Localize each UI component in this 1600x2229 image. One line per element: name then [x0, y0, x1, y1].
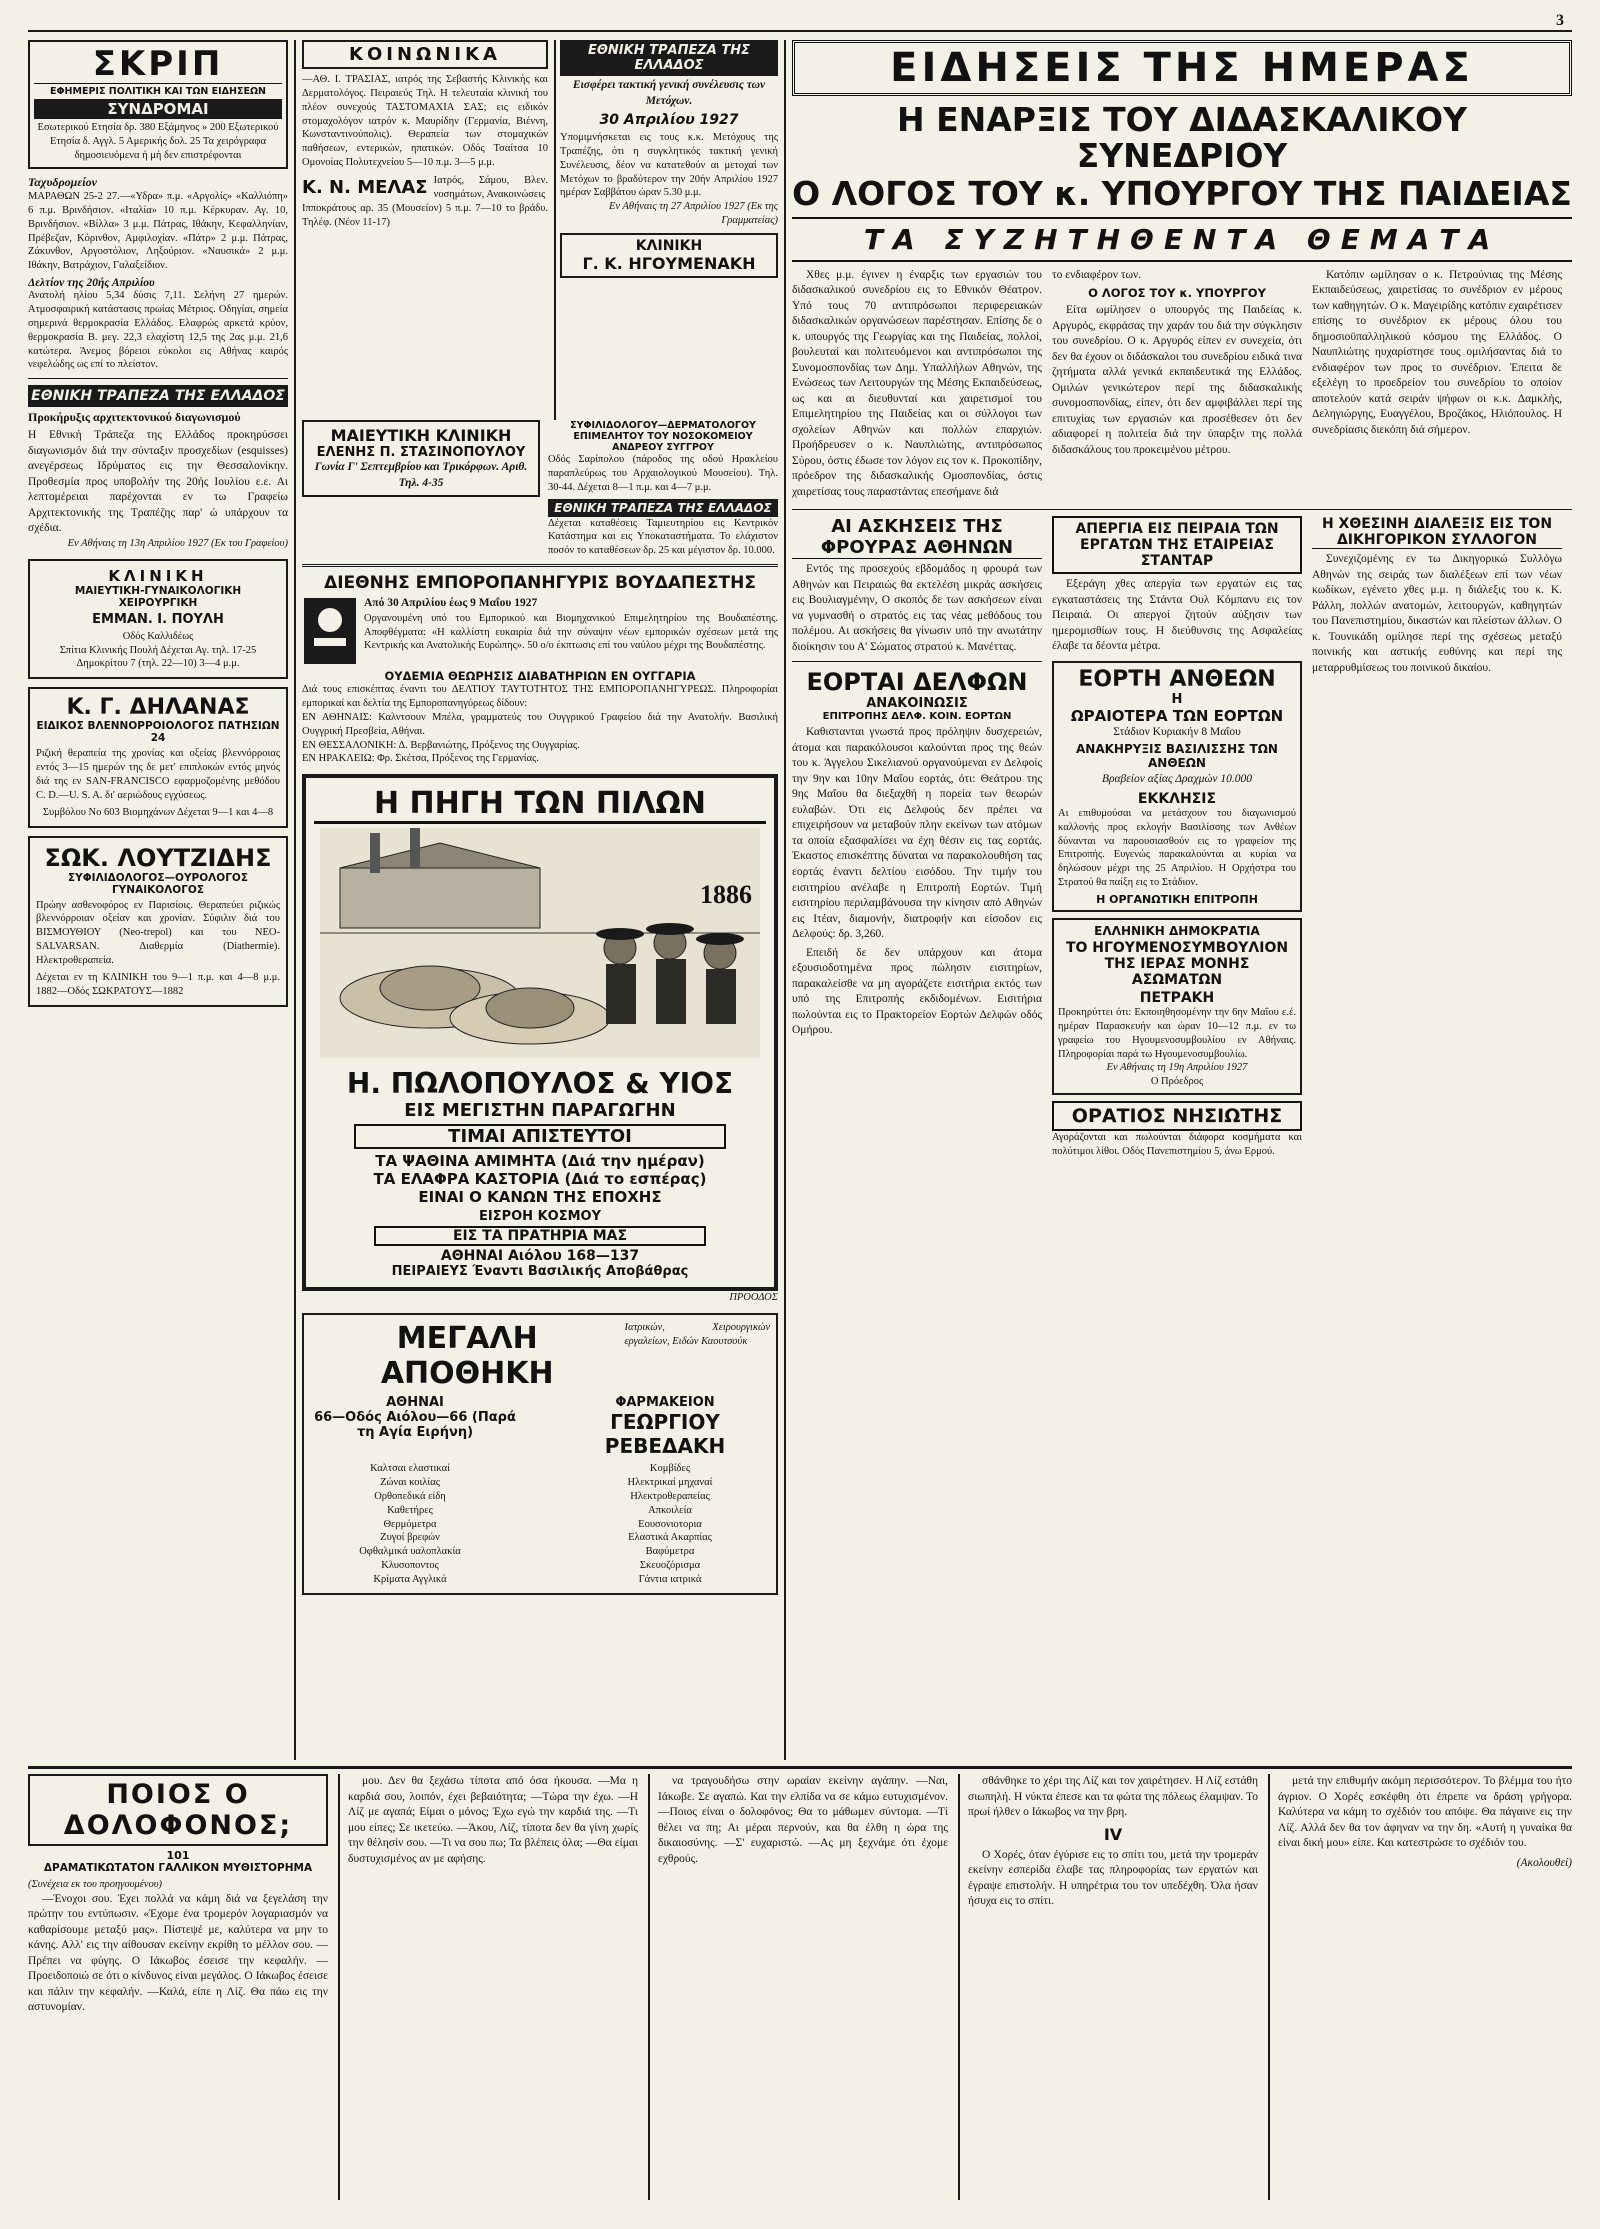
hat-ad-line2: ΤΙΜΑΙ ΑΠΙΣΤΕΥΤΟΙ	[354, 1124, 726, 1149]
news-section	[792, 40, 1572, 1760]
hat-ad-year: 1886	[700, 880, 752, 910]
monastery-body: Προκηρύττει ότι: Εκποιηθησομένην την 6ην Μαΐου ε.έ. ημέραν Παρασκευήν και ώραν 10—12 π.μ. εν τω γραφείω του Ηγουμενοσυμβουλίου εν Αθήναις. Πληροφορίαι παρά τω Ηγουμενοσυμβουλίω.	[1058, 1007, 1296, 1060]
flower-appeal: Αι επιθυμούσαι να μετάσχουν του διαγωνισμού καλλονής προς εκλογήν Βασιλίσσης των Ανθέων δύνανται να παρουσιασθούν εις το γραφείον της Επιτροπής. Ευγενώς παρακαλούνται αι κυρίαι να δηλώσουν μέχρι της 25 Απριλίου. Η Ορχήστρα του Στρατού θα παίξη εις το Στάδιον.	[1058, 807, 1296, 889]
list-item: Κρίματα Αγγλικά	[373, 1574, 447, 1586]
urologist-title: ΣΩΚ. ΛΟΥΤΖΙΔΗΣ	[44, 843, 272, 872]
page-number: 3	[1556, 12, 1564, 29]
news-col2: το ενδιαφέρον των.	[1052, 268, 1142, 281]
flower-festival-ad	[1052, 661, 1302, 912]
national-bank-body: Η Εθνική Τράπεζα της Ελλάδος προκηρύσσει διαγωνισμόν διά την σύνταξιν προσχεδίων (esquisses) ανεγέρσεως Ιδρύματος εις την Θεσσαλονίκην. Προθεσμία προς υποβολήν της 20ής Ιουλίου ε.ε. Αι λεπτομέρειαι παρέχονται εν τω Γραφείω Αρχιτεκτονικής της Τραπέζης παρ' ώ υπάρχουν τα σχέδια.	[28, 429, 288, 535]
clinic-gk-subtitle: ΣΥΦΙΛΙΔΟΛΟΓΟΥ—ΔΕΡΜΑΤΟΛΟΓΟΥ ΕΠΙΜΕΛΗΤΟΥ ΤΟΥ ΝΟΣΟΚΟΜΕΙΟΥ ΑΝΔΡΕΟΥ ΣΥΓΓΡΟΥ	[570, 420, 756, 453]
fair-title: ΔΙΕΘΝΗΣ ΕΜΠΟΡΟΠΑΝΗΓΥΡΙΣ ΒΟΥΔΑΠΕΣΤΗΣ	[324, 573, 756, 594]
flower-venue: Στάδιον Κυριακήν 8 Μαΐου	[1113, 725, 1241, 738]
maternity-clinic-doctor: ΕΜΜΑΝ. Ι. ΠΟΥΛΗ	[92, 611, 224, 627]
skrip-masthead-box	[28, 40, 288, 169]
bank-notice-title: ΕΘΝΙΚΗ ΤΡΑΠΕΖΑ ΤΗΣ ΕΛΛΑΔΟΣ	[560, 40, 778, 76]
flower-committee: Η ΟΡΓΑΝΩΤΙΚΗ ΕΠΙΤΡΟΠΗ	[1096, 893, 1258, 907]
midwife-title: ΜΑΙΕΥΤΙΚΗ ΚΛΙΝΙΚΗ	[330, 426, 512, 445]
maternity-clinic-hours: Σπίτια Κλινικής Πουλή Δέχεται Αγ. τηλ. 17-25 Δημοκρίτου 7 (τηλ. 22—10) 3—4 μ.μ.	[59, 644, 257, 670]
novel-chapter: IV	[1103, 1824, 1123, 1844]
yesterday-title: Η ΧΘΕΣΙΝΗ ΔΙΑΛΕΞΙΣ ΕΙΣ ΤΟΝ ΔΙΚΗΓΟΡΙΚΟΝ ΣΥΛΛΟΓΟΝ	[1312, 516, 1562, 549]
bank-notice-date: 30 Απριλίου 1927	[599, 112, 739, 129]
fair-reduction: ΟΥΔΕΜΙΑ ΘΕΩΡΗΣΙΣ ΔΙΑΒΑΤΗΡΙΩΝ ΕΝ ΟΥΓΓΑΡΙΑ	[384, 669, 696, 684]
delphi-body2: Επειδή δε δεν υπάρχουν και άτομα εξουσιοδοτημένα προς πώλησιν εισιτηρίων, παρακαλείσθε να μη αγοράζετε εισιτήρια εκτός των υπό της Επιτροπής εκδιδομένων. Εισιτήρια πωλούνται εις το Πρακτορείον Εορτών Δελφών οδός Ομήρου.	[792, 946, 1042, 1037]
fair-athens: ΕΝ ΑΘΗΝΑΙΣ: Καλντσουν Μπέλα, γραμματεύς του Ουγγρικού Γραφείου διά την Ανατολήν. Βασιλική Ουγγρική Πρεσβεία, Αθήναι.	[302, 711, 778, 737]
flower-prize: Βραβείον αξίας Δραχμών 10.000	[1101, 773, 1253, 786]
pharmacy-subtitle: Ιατρικών, Χειρουργικών εργαλείων, Ειδών Καουτσούκ	[624, 1322, 770, 1348]
pharmacy-address: 66—Οδός Αιόλου—66 (Παρά τη Αγία Ειρήνη)	[314, 1410, 516, 1441]
skrip-masthead: ΣΚΡΙΠ	[34, 46, 282, 84]
list-item: Οφθαλμικά υαλοπλακία	[359, 1546, 461, 1558]
national-bank-title: ΕΘΝΙΚΗ ΤΡΑΠΕΖΑ ΤΗΣ ΕΛΛΑΔΟΣ	[28, 385, 288, 407]
list-item: Καθετήρες	[387, 1504, 433, 1516]
novel-col3: να τραγουδήσω στην ωραίαν εκείνην αγάπην. —Ναι, Ιάκωβε. Σε αγαπώ. Και την ελπίδα να σε κάμω ευτυχισμένον. —Ποιος είναι ο δολοφόνος; Θα το μάθωμεν σύντομα. —Τί θέλει να πη; Αι μέραι περνούν, και θα έλθη η ώρα της δικαιοσύνης. —Σ' ευχαριστώ. —Ας μη ξεχνάμε ότι έχομε εχθρούς.	[658, 1775, 948, 1865]
urologist-ad	[28, 836, 288, 1007]
social-doctor-role: Ιατρός, Σάμου, Βλεν. νοσημάτων, Ανακοινώσεις	[433, 175, 548, 200]
social-hours: Ιπποκράτους αρ. 35 (Μουσείον) 5 π.μ. 7—10 το βράδυ. Τηλέφ. (Νέον 11-17)	[302, 202, 548, 228]
venereal-body: Ριζική θεραπεία της χρονίας και οξείας βλεννόρροιας εντός 3—15 ημερών της δε μετ' επιπλοκών εντός μηνός διά της εν SAN-FRANCISCO εφαρμοζομένης μεθόδου C. D.—U. S. A. δι' αεριώδους εγχύσεως.	[36, 748, 280, 801]
strike-body: Εξεράγη χθες απεργία των εργατών εις τας εγκαταστάσεις της Στάντα Ουλ Κόμπανυ εις τον Πειραιά. Οι απεργοί ζητούν αύξησιν των ημερομισθίων τους. Η διεύθυνσις της Ασφαλείας έλαβε τα δέοντα μέτρα.	[1052, 578, 1302, 653]
column-2-3-lower	[302, 420, 778, 1760]
flower-appeal-title: ΕΚΚΛΗΣΙΣ	[1137, 790, 1217, 807]
strike-title: ΑΠΕΡΓΙΑ ΕΙΣ ΠΕΙΡΑΙΑ ΤΩΝ ΕΡΓΑΤΩΝ ΤΗΣ ΕΤΑΙΡΕΙΑΣ ΣΤΑΝΤΑΡ	[1052, 516, 1302, 574]
national-bank-signature: Εν Αθήναις τη 13η Απριλίου 1927 (Εκ του Γραφείου)	[67, 537, 288, 549]
list-item: Ελαστικά Ακαρπίας	[628, 1532, 712, 1544]
maternity-clinic-subtitle: ΜΑΙΕΥΤΙΚΗ-ΓΥΝΑΙΚΟΛΟΓΙΚΗ ΧΕΙΡΟΥΡΓΙΚΗ	[74, 584, 242, 609]
hat-ad-line4: ΤΑ ΕΛΑΦΡΑ ΚΑΣΤΟΡΙΑ (Διά το εσπέρας)	[373, 1170, 707, 1189]
monastery-president: Ο Πρόεδρος	[1150, 1076, 1204, 1088]
novel-continued: (Συνέχεια εκ του προηγουμένου)	[28, 1879, 163, 1890]
monastery-date: Εν Αθήναις τη 19η Απριλίου 1927	[1106, 1062, 1248, 1074]
national-bank-subtitle: Προκήρυξις αρχιτεκτονικού διαγωνισμού	[28, 410, 241, 425]
maternity-clinic-title: ΚΛΙΝΙΚΗ	[108, 566, 208, 585]
list-item: Καλτσαι ελαστικαί	[370, 1463, 450, 1475]
news-col3: Κατόπιν ωμίλησαν ο κ. Πετρούνιας της Μέσης Εκπαιδεύσεως, χαιρετίσας το συνέδριον εν μέρους των καθηγητών. Ο κ. Μαγειρίδης κατόπιν εχαιρέτισεν επίσης το συνέδριον εκ μέρους όλου του δημοσιοϋπαλληλικού κόσμου της Ελλάδος. Ο Ναυπλιώτης ηυχαρίστησε τους ομιλήσαντας διά το ενδιαφέρον των προς το συνέδριον. Έπειτα δε εξελέγη το προεδρείον του συνεδρίου το οποίον αποτελούν κατά σειράν ψήφων οι κ.κ. Δαμκλής, Δεληγιώργης, Ευαγγέλου, Βροζάκος, Ηλιόπουλος. Η συνεδρίασις διεκόπη διά σήμερον.	[1312, 268, 1562, 436]
hat-ad-line7: ΕΙΣ ΤΑ ΠΡΑΤΗΡΙΑ ΜΑΣ	[374, 1226, 706, 1246]
flower-sub1: Η	[1171, 691, 1183, 707]
list-item: Γάντια ιατρικά	[638, 1574, 702, 1586]
skrip-tagline: ΕΦΗΜΕΡΙΣ ΠΟΛΙΤΙΚΗ ΚΑΙ ΤΩΝ ΕΙΔΗΣΕΩΝ	[49, 86, 266, 98]
bank-third-body: Δέχεται καταθέσεις Ταμιευτηρίου εις Κεντρικόν Κατάστημα και εις Υποκαταστήματα. Το ελάχιστον ποσόν το καταθέσεων δρ. 25 και μέγιστον δρ. 10.000.	[548, 517, 778, 557]
list-item: Απκοιλεία	[648, 1504, 692, 1516]
column-1	[28, 40, 288, 1760]
list-item: Ηλεκτροθεραπείας	[630, 1490, 710, 1502]
pharmacy-ad	[302, 1313, 778, 1595]
list-item: Ζώναι κοιλίας	[380, 1477, 440, 1489]
venereal-ad	[28, 687, 288, 827]
news-col2b: Είτα ωμίλησεν ο υπουργός της Παιδείας κ. Αργυρός, εκφράσας την χαράν του διά την σύγκλησιν του συνεδρίου. Ο κ. Αργυρός είπεν εν συνεχεία, ότι δεν θα έχουν οι διδάσκαλοι του συνεδρίου ειδικά τινα ζητήματα αλλά γενικά εκπαιδευτικά της Ελλάδος. Ομιλών γενικώτερον περί της διδασκαλικής συνομοσπονδίας, είπεν, ότι δεν αμφιβάλλει περί της επιτυχίας των εργασιών και προσέθεσεν ότι δεν αδιαφορεί η πολιτεία διά την ύπαρξιν της πολλά διδασκάλους του προκειμένου μέτρου.	[1052, 304, 1302, 456]
novel-col4b: Ο Χορές, όταν έγύρισε εις το σπίτι του, μετά την τρομεράν εκείνην εσπερίδα έλαβε τας πληροφορίας των εργατών και έγραψε επιστολήν. Η υπηρέτρια του τον υπεδέχθη. Όλα ήσαν ήσυχα εις το σπίτι.	[968, 1848, 1258, 1908]
pharmacy-label: ΦΑΡΜΑΚΕΙΟΝ	[615, 1395, 715, 1411]
yesterday-body: Συνεχιζομένης εν τω Δικηγορικώ Συλλόγω Αθηνών της σειράς των διαλέξεων επί των νέων κωδίκων, εγένετο χθες μ.μ. η διάλεξις του κ. Κ. Ράλλη, πολλών ανατομών, λειτουργών, καθηγητών του Πανεπιστημίου, δικαστών και πλείστων άλλων. Ο κ. Τουνικάδη ομίλησε περί της σχέσεως μεταξύ ποινικής και αστικής ευθύνης και περί της μεταρρυθμίσεως του ποινικού δικαίου.	[1312, 553, 1562, 674]
novel-title: ΠΟΙΟΣ Ο ΔΟΛΟΦΟΝΟΣ;	[63, 1779, 293, 1841]
novel-col5: μετά την επιθυμήν ακόμη περισσότερον. Το βλέμμα του ήτο άγριον. Ο Χορές εσκέφθη ότι έπρεπε να δράση γρήγορα. Καλύτερα να κάμη το σχέδιόν του απόψε. Θα πάγαινε εις την Λίζ. Αλλά δεν θα τον άφηναν να την δη. «Αυτή η γυναίκα θα είναι δική μου» είπε. Και κατεστρώσε το σχέδιόν του.	[1278, 1775, 1572, 1850]
delphi-title: ΕΟΡΤΑΙ ΔΕΛΦΩΝ	[806, 668, 1028, 697]
weather-text: ΜΑΡΑΘΩΝ 25-2 27.—«Υδρα» π.μ. «Αργολίς» «Καλλιόπη» 6 π.μ. Βρινδήσιον. «Ιταλία» 10 π.μ. Κέρκυραν. Αγ. 10, Βρινδήσιον. «Βίλλα» 3 μ.μ. Πάτρας, Ιθάκην, Κεφαλληνίαν, Πρέβεζαν, Κόρινθον, Αμφιλοχίαν. «Πάτρ» 2 μ.μ. Πάτρας, Ζάκυνθον, Αργοστόλιον, Ληξούριον. «Ναυσικά» 2 μ.μ. Ιθάκην, Βατράχιον, Γαλαξείδιον.	[28, 190, 288, 272]
monastery-title: ΤΟ ΗΓΟΥΜΕΝΟΣΥΜΒΟΥΛΙΟΝ ΤΗΣ ΙΕΡΑΣ ΜΟΝΗΣ ΑΣΩΜΑΤΩΝ	[1065, 940, 1289, 989]
social-title-box	[302, 40, 548, 69]
news-headline1: Η ΕΝΑΡΞΙΣ ΤΟΥ ΔΙΔΑΣΚΑΛΙΚΟΥ ΣΥΝΕΔΡΙΟΥ	[897, 100, 1467, 176]
newspaper-page	[28, 12, 1572, 2200]
clinic-gk-body: Οδός Σαρίπολου (πάροδος της οδού Ηρακλείου παραπλεύρως του Αρχαιολογικού Μουσείου). Τηλ. 30-44. Δέχεται 8—1 π.μ. και 4—7 μ.μ.	[548, 454, 778, 493]
venereal-hours: Συμβόλου Νο 603 Βιομηχάνων Δέχεται 9—1 και 4—8	[42, 806, 274, 818]
weather-title: Ταχυδρομείον	[28, 174, 97, 189]
pharmacy-items-right	[570, 1462, 770, 1587]
list-item: Εουσονιοτορια	[638, 1518, 702, 1530]
pharmacy-items-left	[310, 1462, 510, 1587]
hat-ad-line8: ΑΘΗΝΑΙ Αιόλου 168—137	[440, 1248, 640, 1265]
novel-to-be-continued: (Ακολουθεί)	[1516, 1856, 1572, 1869]
flower-sub2: ΩΡΑΙΟΤΕΡΑ ΤΩΝ ΕΟΡΤΩΝ	[1070, 706, 1284, 725]
list-item: Ζυγοί βρεφών	[380, 1532, 440, 1544]
hat-ad	[302, 774, 778, 1291]
fair-heraklion: ΕΝ ΗΡΑΚΛΕΙΩ: Φρ. Σκέτσα, Πρόξενος της Γερμανίας.	[302, 753, 539, 765]
midwife-ad	[302, 420, 540, 497]
news-headline2: Ο ΛΟΓΟΣ ΤΟΥ κ. ΥΠΟΥΡΓΟΥ ΤΗΣ ΠΑΙΔΕΙΑΣ	[792, 175, 1572, 219]
delphi-sub2: ΕΠΙΤΡΟΠΗΣ ΔΕΛΦ. ΚΟΙΝ. ΕΟΡΤΩΝ	[822, 711, 1012, 723]
social-body: —ΑΘ. Ι. ΤΡΑΣΙΑΣ, ιατρός της Σεβαστής Κλινικής και Δερματολόγος. Πειραιεύς Τηλ. Η τελευταία κλινική του πλέον συνεχούς ΤΑΣΤΟΜΑΧΙΑ ΣΑΣ; εις ειδικόν στομαχολόγον ιατρόν κ. Μαυρίδην (Γερμανία, Βιέννη, Κωνσταντινούπολις). Θεραπεία των στομαχικών παθήσεων, εντερικών, ηπατικών. Οδός Τσαίτσα 10 Ομονοίας Πολυτεχνείου 5—10 π.μ. 3—5 μ.μ.	[302, 74, 548, 169]
weather-subtitle: Δελτίον της 20ής Απριλίου	[28, 277, 155, 290]
maternity-clinic-ad	[28, 559, 288, 680]
fair-body: Οργανουμένη υπό του Εμπορικού και Βιομηχανικού Επιμελητηρίου της Βουδαπέστης. Αποφθέγματα: «Η καλλίστη ευκαιρία διά την σύναψιν νέων εμπορικών σχέσεων μετά της Κεντρικής και Ανατολικής Ευρώπης». 50 ο/ο έκπτωσις επί του ναύλου μέχρι της Βουδαπέστης.	[364, 612, 778, 652]
bank-third-title: ΕΘΝΙΚΗ ΤΡΑΠΕΖΑ ΤΗΣ ΕΛΛΑΔΟΣ	[548, 499, 778, 517]
fair-detail: Διά τους επισκέπτας έναντι του ΔΕΛΤΙΟΥ ΤΑΥΤΟΤΗΤΟΣ ΤΗΣ ΕΜΠΟΡΟΠΑΝΗΓΥΡΕΩΣ. Πληροφορίαι εμπορικαί και δελτία της Εμποροπανηγύρεως δίδουν:	[302, 684, 778, 710]
fair-logo-icon	[302, 596, 358, 666]
hat-ad-line9: ΠΕΙΡΑΙΕΥΣ Έναντι Βασιλικής Αποβάθρας	[391, 1264, 689, 1280]
novel-section	[28, 1774, 1572, 2200]
hat-ad-line1: ΕΙΣ ΜΕΓΙΣΤΗΝ ΠΑΡΑΓΩΓΗΝ	[404, 1100, 676, 1122]
list-item: Βαφύμετρα	[645, 1546, 695, 1558]
bank-notice-signature: Εν Αθήναις τη 27 Απριλίου 1927 (Εκ της Γραμματείας)	[608, 201, 778, 227]
list-item: Ορθοπεδικά είδη	[374, 1490, 446, 1502]
fair-dates: Από 30 Απριλίου έως 9 Μαΐου 1927	[364, 597, 538, 610]
news-banner: ΕΙΔΗΣΕΙΣ ΤΗΣ ΗΜΕΡΑΣ	[792, 40, 1572, 96]
delphi-body: Καθιστανται γνωστά προς πρόληψιν δυσχερειών, άτομα και παρακόλουσοι καλούνται προς της θεών του κ. Άγγελου Σικελιανού οργανούμεναι εν Δελφοίς την 9ην και 10ην Μαΐου εορτάς, ότι: Θεάτρου της 9ης Μαΐου θα διεξαχθή η πορεία των θεωρών ευλαβών. Ότι εις Δελφούς δεν πρέπει να επιχειρήσουν να μεταβούν πλην εκείνων των ατόμων τα οποία εξασφαλίσει να έχη θέσιν εις τας εορτάς. Έκαστος επισκέπτης δύναται να παρακολουθήση τας εορτάς έναντι δελτίου εισόδου. Την τιμήν του εισιτηρίου ανέλαβε η Επιτροπή Εορτών. Τιμή εισιτηρίου περιλαμβάνουσα την κίνησιν από Αθηνών εις Ιτέαν, διαμονήν, διατροφήν και είσοδον εις Δελφούς: δρ. 3,260.	[792, 726, 1042, 941]
hat-ad-line5: ΕΙΝΑΙ Ο ΚΑΝΩΝ ΤΗΣ ΕΠΟΧΗΣ	[418, 1188, 662, 1207]
maternity-clinic-address: Οδός Καλλιδέως	[122, 630, 194, 642]
delphi-subtitle: ΑΝΑΚΟΙΝΩΣΙΣ	[866, 696, 968, 712]
fair-salonica: ΕΝ ΘΕΣΣΑΛΟΝΙΚΗ: Δ. Βερβανιώτης, Πρόξενος της Ουγγαρίας.	[302, 739, 580, 751]
list-item: Ηλεκτρικαί μηχαναί	[627, 1477, 713, 1489]
clinic-gk-name: Γ. Κ. ΗΓΟΥΜΕΝΑΚΗ	[582, 254, 756, 274]
list-item: Θερμόμετρα	[383, 1518, 437, 1530]
news-col1: Χθες μ.μ. έγινεν η έναρξις των εργασιών του διδασκαλικού συνεδρίου εις το Εθνικόν Θέατρον. Υπό τους 70 αντιπρόσωποι περιφερειακών διδασκαλικών οργανώσεων παρέστησαν. Επίσης δε ο κ. υπουργός της Γεωργίας και της Παιδείας, πολλοί, βουλευταί και πολιτευόμενοι και αντιπρόσωποι της Συνομοσπονδίας των Δημ. Υπαλλήλων Αθηνών, της Ενώσεως των Λειτουργών της Μέσης Εκπαιδεύσεως, ως και αι διευθυνταί και χαιρετισμοί του Επιμελητηρίου της Παιδείας και οι σύλλογοι των σχολείων Αθηνών και πολλών επαρχιών. Προήδρευσεν ο κ. Ναυπλιώτης, αντιπρόσωπος Σύρου, όστις έδωσε τον λόγον εις τον κ. Προκοπίδην, πρόεδρον της διδασκαλικής Ομοσπονδίας, όστις χαιρετίσας τους παραστάντας επεσήμανε διά	[792, 268, 1042, 498]
clinic-gk-title: ΚΛΙΝΙΚΗ	[635, 238, 703, 255]
hat-ad-line3: ΤΑ ΨΑΘΙΝΑ ΑΜΙΜΗΤΑ (Διά την ημέραν)	[375, 1152, 705, 1171]
weather-body: Ανατολή ηλίου 5,34 δύσις 7,11. Σελήνη 27 ημερών. Ατμοσφαιρική κατάστασις πρωίας Μέτριος. Οδηγίαι, σημεία σημερινά θερμοκρασία Ελλάδος. Ελαφρώς αρκετά κρύον, θερμοκρασία Β. μεγ. 22,3 ελαχίστη 12,5 της 2ας μ.μ. 21,6 κατώτερα. Άνεμος βόρειοι εύκολοι εις Αθήνας καιρός νεφελώδης ως επί το πλείστον.	[28, 290, 288, 371]
monastery-name: ΠΕΤΡΑΚΗ	[1139, 990, 1215, 1007]
novel-col2: μου. Δεν θα ξεχάσω τίποτα από όσα ήκουσα. —Μα η καρδιά σου, λοιπόν, έχει βεβαιότητα; —Τώρα την έχω. —Η Λίζ με αγαπά; Είμαι ο μόνος; Έχω εγώ την καρδιά της. —Τι μου είπες; Σε ικετεύω. —Άκου, Λίζ, τίποτα δεν θα γίνη χωρίς την θέλησίν σου. —Τι να σου πω; Τα βλέπεις όλα; —Θα είμαι δυστυχισμένος αν με αφήσης.	[348, 1775, 638, 1865]
exercises-title: ΑΙ ΑΣΚΗΣΕΙΣ ΤΗΣ ΦΡΟΥΡΑΣ ΑΘΗΝΩΝ	[792, 516, 1042, 559]
hat-factory-illustration	[320, 828, 760, 1058]
horatio-title: ΟΡΑΤΙΟΣ ΝΗΣΙΩΤΗΣ	[1052, 1101, 1302, 1131]
minister-speech-title: Ο ΛΟΓΟΣ ΤΟΥ κ. ΥΠΟΥΡΓΟΥ	[1088, 286, 1266, 301]
news-headline3: ΤΑ ΣΥΖΗΤΗΘΕΝΤΑ ΘΕΜΑΤΑ	[863, 222, 1501, 256]
hat-ad-header: Η ΠΗΓΗ ΤΩΝ ΠΙΛΩΝ	[314, 786, 766, 824]
horatio-body: Αγοράζονται και πωλούνται διάφορα κοσμήματα και πολύτιμοι λίθοι. Οδός Πανεπιστημίου 5, άνω Ερμού.	[1052, 1132, 1302, 1158]
bank-notice-body: Εισφέρει τακτική γενική συνέλευσις των Μετόχων.	[572, 79, 766, 107]
novel-subtitle: ΔΡΑΜΑΤΙΚΩΤΑΤΟΝ ΓΑΛΛΙΚΟΝ ΜΥΘΙΣΤΟΡΗΜΑ	[43, 1862, 313, 1874]
novel-number: 101	[166, 1849, 190, 1862]
list-item: Σκευοζόρισμα	[639, 1560, 701, 1572]
urologist-subtitle: ΣΥΦΙΛΙΔΟΛΟΓΟΣ—ΟΥΡΟΛΟΓΟΣ ΓΥΝΑΙΚΟΛΟΓΟΣ	[67, 871, 249, 896]
venereal-subtitle: ΕΙΔΙΚΟΣ ΒΛΕΝΝΟΡΡΟΙΟΛΟΓΟΣ ΠΑΤΗΣΙΩΝ 24	[36, 720, 280, 745]
clinic-gk-ad	[560, 233, 778, 278]
hat-ad-line6: ΕΙΣΡΟΗ ΚΟΣΜΟΥ	[479, 1209, 601, 1225]
subscriptions-text: Εσωτερικού Ετησία δρ. 380 Εξάμηνος » 200 Εξωτερικού Ετησία δ. Αγγλ. 5 Αμερικής δολ. 25 Τα χειρόγραφα δημοσιευόμενα ή μή δεν επιστρέφονται	[37, 122, 279, 162]
subscriptions-label: ΣΥΝΔΡΟΜΑΙ	[34, 99, 282, 119]
pharmacy-city: ΑΘΗΝΑΙ	[386, 1395, 444, 1411]
social-doctor: Κ. Ν. ΜΕΛΑΣ	[302, 177, 428, 199]
list-item: Κομβίδες	[649, 1463, 691, 1475]
novel-col4: σθάνθηκε το χέρι της Λίζ και τον χαιρέτησεν. Η Λίζ εστάθη σιωπηλή. Η νύκτα έπεσε και τα φώτα της πόλεως έλαμψαν. Το πρωί ήλθεν ο Ιάκωβος να την βρη.	[968, 1775, 1258, 1819]
hat-ad-credit: ΠΡΟΟΔΟΣ	[729, 1292, 778, 1304]
urologist-body: Πρώην ασθενοφόρος εν Παρισίοις. Θεραπεύει ριζικώς βλεννόρροιαν οξείαν και χρονίαν. Σύφιλιν διά του ΒΙΣΜΟΥΘΙΟΥ (Neo-trepol) και του NEO-SALVARSAN. Διαθερμία (Diathermie). Ηλεκτροθεραπεία.	[36, 899, 280, 967]
monastery-header: ΕΛΛΗΝΙΚΗ ΔΗΜΟΚΡΑΤΙΑ	[1094, 924, 1260, 939]
urologist-hours: Δέχεται εν τη ΚΛΙΝΙΚΗ του 9—1 π.μ. και 4—8 μ.μ. 1882—Οδός ΣΩΚΡΑΤΟΥΣ—1882	[36, 971, 280, 997]
flower-title: ΕΟΡΤΗ ΑΝΘΕΩΝ	[1078, 666, 1276, 692]
column-3	[560, 40, 778, 420]
pharmacy-owner: ΓΕΩΡΓΙΟΥ ΡΕΒΕΔΑΚΗ	[604, 1410, 726, 1459]
monastery-ad	[1052, 918, 1302, 1095]
novel-col1: —Ένοχοι σου. Έχει πολλά να κάμη διά να ξεγελάση την πρώτην του εντύπωσιν. «Έχομε ένα τρομερόν λογαριασμόν να καθαρίσουμε μεταξύ μας». Πίστεψέ με, καλύτερα να μην το κάνης. Αλλ' εις την αίθουσαν εκείνην εκρίθη το μέλλον σου. —Πρέπει να φύγης. Ο Ιάκωβος έσεισε την κεφαλήν. —Προειδοποιώ σε ότι ο κίνδυνος είναι μεγάλος. Ο Ιάκωβος έσεισε και πάλιν την κεφαλήν. —Καλά, είπε η Λίζ. Θα πάω εις την αστυνομίαν.	[28, 1892, 328, 2014]
midwife-address: Γωνία Γ' Σεπτεμβρίου και Τρικόρφων. Αριθ. Τηλ. 4-35	[314, 461, 528, 489]
flower-proclaim: ΑΝΑΚΗΡΥΞΙΣ ΒΑΣΙΛΙΣΣΗΣ ΤΩΝ ΑΝΘΕΩΝ	[1076, 742, 1278, 771]
column-2	[302, 40, 548, 420]
midwife-name: ΕΛΕΝΗΣ Π. ΣΤΑΣΙΝΟΠΟΥΛΟΥ	[316, 445, 526, 460]
pharmacy-title: ΜΕΓΑΛΗ ΑΠΟΘΗΚΗ	[380, 1321, 554, 1392]
bank-notice-detail: Υπομιμνήσκεται εις τους κ.κ. Μετόχους της Τραπέζης, ότι η συγκλητικός τακτική γενική Συνέλευσις, δέον να κατατεθούν αι μετοχαί των Μετόχων το βραδύτερον την 20ήν Απριλίου 1927 ημέραν Σαββάτου ώραν 5.30 μ.μ.	[560, 132, 778, 199]
social-title: ΚΟΙΝΩΝΙΚΑ	[349, 44, 501, 65]
list-item: Κλυσοποντος	[381, 1560, 439, 1572]
hat-ad-brand: Η. ΠΩΛΟΠΟΥΛΟΣ & ΥΙΟΣ	[346, 1067, 734, 1101]
exercises-body: Εντός της προσεχούς εβδομάδος η φρουρά των Αθηνών και Πειραιώς θα εκτελέση μικράς ασκήσεις εις Βουλιαγμένην, Ο σκοπός δε των ασκήσεων είναι να γυμνασθή ο στρατός εις τας νέας μεθόδους του πολέμου. Αι ασκήσεις θα γίνωσιν υπό την ανωτάτην διοίκησιν του Α' Σώματος στρατού κ. Μανέττας.	[792, 563, 1042, 653]
novel-title-box	[28, 1774, 328, 1846]
venereal-title: Κ. Γ. ΔΗΛΑΝΑΣ	[66, 695, 250, 721]
